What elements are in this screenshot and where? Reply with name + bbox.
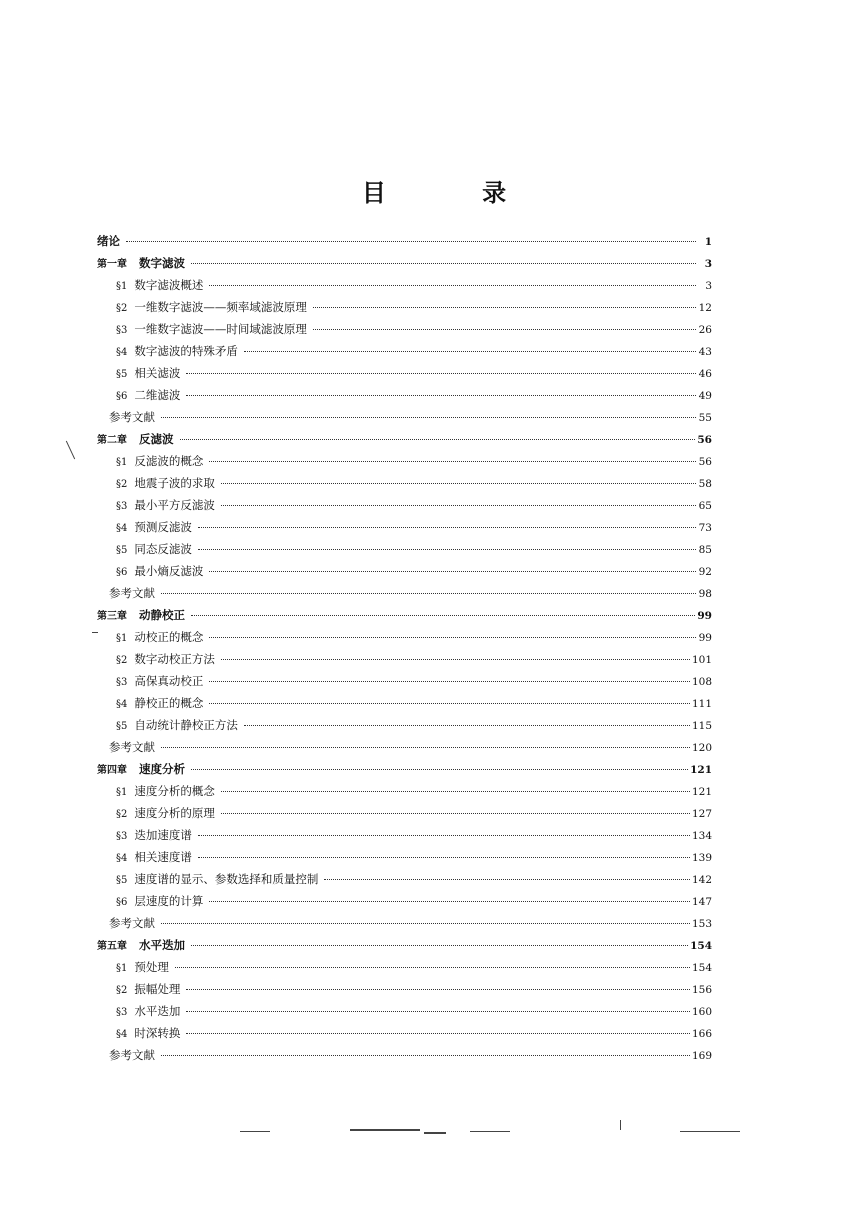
toc-section-row[interactable] [97, 824, 712, 846]
toc-chapter-row[interactable] [97, 934, 712, 956]
page-number: 49 [698, 390, 712, 402]
section-number: §4 [116, 853, 128, 864]
page-number: 139 [691, 852, 712, 864]
toc-entry-title: 参考文献 [109, 586, 155, 600]
dot-leader [209, 461, 696, 462]
page-number: 127 [691, 808, 712, 820]
toc-entry-title: 预处理 [134, 960, 169, 974]
dot-leader [221, 505, 696, 506]
section-number: §1 [116, 787, 128, 798]
dot-leader [209, 571, 696, 572]
dot-leader [209, 901, 690, 902]
toc-section-row[interactable] [97, 472, 712, 494]
section-number: §3 [116, 501, 128, 512]
section-number: §1 [116, 457, 128, 468]
dot-leader [161, 747, 690, 748]
toc-chapter-row[interactable] [97, 758, 712, 780]
page-number: 3 [705, 280, 712, 292]
dot-leader [161, 417, 696, 418]
toc-entry-title: 反滤波的概念 [134, 454, 204, 468]
page-number: 101 [691, 654, 712, 666]
dot-leader [209, 703, 690, 704]
section-number: §6 [116, 897, 128, 908]
page-title: 目 录 [361, 178, 551, 207]
section-number: §6 [116, 567, 128, 578]
toc-ref-row[interactable] [97, 582, 712, 604]
toc-entry-title: 层速度的计算 [134, 894, 204, 908]
toc-entry-title: 动校正的概念 [134, 630, 204, 644]
section-number: §2 [116, 809, 128, 820]
toc-entry-title: 振幅处理 [134, 982, 181, 996]
toc-section-row[interactable] [97, 274, 712, 296]
page-number: 154 [691, 962, 712, 974]
toc-entry-title: 二维滤波 [134, 388, 181, 402]
toc-section-row[interactable] [97, 780, 712, 802]
toc-section-row[interactable] [97, 846, 712, 868]
chapter-number: 第四章 [97, 765, 127, 776]
toc-section-row[interactable] [97, 1022, 712, 1044]
section-number: §5 [116, 721, 128, 732]
dot-leader [186, 373, 696, 374]
dot-leader [244, 725, 690, 726]
page-number: 160 [691, 1006, 712, 1018]
page-number: 98 [698, 588, 712, 600]
dot-leader [198, 527, 696, 528]
page-number: 56 [698, 456, 712, 468]
toc-section-row[interactable] [97, 1000, 712, 1022]
chapter-number: 第五章 [97, 941, 127, 952]
section-number: §4 [116, 1029, 128, 1040]
page-number: 92 [698, 566, 712, 578]
page-number: 111 [691, 698, 712, 710]
toc-section-row[interactable] [97, 516, 712, 538]
dot-leader [198, 857, 690, 858]
dot-leader [313, 329, 696, 330]
toc-section-row[interactable] [97, 538, 712, 560]
page-number: 58 [698, 478, 712, 490]
toc-entry-title: 相关速度谱 [134, 850, 192, 864]
toc-preface-row[interactable] [97, 230, 712, 252]
page-number: 108 [691, 676, 712, 688]
chapter-number: 第一章 [97, 259, 127, 270]
page-number: 147 [691, 896, 712, 908]
toc-entry-title: 速度分析的概念 [134, 784, 215, 798]
toc-entry-title: 高保真动校正 [134, 674, 204, 688]
toc-entry-title: 相关滤波 [134, 366, 181, 380]
toc-chapter-row[interactable] [97, 428, 712, 450]
page-number: 56 [697, 434, 712, 446]
dot-leader [221, 483, 696, 484]
dot-leader [221, 659, 690, 660]
toc-section-row[interactable] [97, 648, 712, 670]
toc-section-row[interactable] [97, 956, 712, 978]
toc-entry-title: 最小熵反滤波 [134, 564, 204, 578]
section-number: §3 [116, 325, 128, 336]
dot-leader [313, 307, 696, 308]
toc-chapter-row[interactable] [97, 252, 712, 274]
section-number: §2 [116, 985, 128, 996]
dot-leader [186, 1011, 690, 1012]
dot-leader [126, 241, 696, 242]
dot-leader [186, 1033, 690, 1034]
dot-leader [191, 945, 688, 946]
toc-ref-row[interactable] [97, 1044, 712, 1066]
chapter-number: 第二章 [97, 435, 127, 446]
dot-leader [209, 681, 690, 682]
toc-entry-title: 速度分析 [139, 762, 185, 776]
dot-leader [161, 923, 690, 924]
page-number: 121 [690, 764, 712, 776]
dot-leader [175, 967, 690, 968]
page-number: 55 [698, 412, 712, 424]
page-number: 65 [698, 500, 712, 512]
page-number: 99 [697, 610, 712, 622]
page-number: 142 [691, 874, 712, 886]
page-number: 153 [691, 918, 712, 930]
page-number: 1 [704, 236, 712, 248]
page-number: 134 [691, 830, 712, 842]
toc-section-row[interactable] [97, 340, 712, 362]
toc-entry-title: 同态反滤波 [134, 542, 192, 556]
toc-section-row[interactable] [97, 714, 712, 736]
toc-section-row[interactable] [97, 978, 712, 1000]
page-number: 121 [691, 786, 712, 798]
toc-section-row[interactable] [97, 626, 712, 648]
toc-entry-title: 参考文献 [109, 410, 155, 424]
toc-entry-title: 迭加速度谱 [134, 828, 192, 842]
toc-section-row[interactable] [97, 692, 712, 714]
dot-leader [244, 351, 696, 352]
toc-ref-row[interactable] [97, 912, 712, 934]
toc-section-row[interactable] [97, 296, 712, 318]
section-number: §4 [116, 347, 128, 358]
toc-entry-title: 预测反滤波 [134, 520, 192, 534]
toc-section-row[interactable] [97, 868, 712, 890]
toc-entry-title: 一维数字滤波——频率域滤波原理 [134, 300, 307, 314]
page-number: 156 [691, 984, 712, 996]
section-number: §4 [116, 523, 128, 534]
toc-entry-title: 参考文献 [109, 740, 155, 754]
toc-entry-title: 自动统计静校正方法 [134, 718, 238, 732]
toc-section-row[interactable] [97, 494, 712, 516]
toc-entry-title: 水平迭加 [139, 938, 185, 952]
toc-entry-title: 速度分析的原理 [134, 806, 215, 820]
toc-section-row[interactable] [97, 362, 712, 384]
toc-entry-title: 参考文献 [109, 1048, 155, 1062]
toc-chapter-row[interactable] [97, 604, 712, 626]
dot-leader [198, 549, 696, 550]
toc-entry-title: 绪论 [97, 234, 120, 248]
dot-leader [221, 791, 690, 792]
page-number: 3 [704, 258, 712, 270]
toc-entry-title: 动静校正 [139, 608, 185, 622]
dot-leader [191, 263, 696, 264]
toc-entry-title: 参考文献 [109, 916, 155, 930]
toc-section-row[interactable] [97, 450, 712, 472]
toc-entry-title: 数字滤波概述 [134, 278, 204, 292]
dot-leader [161, 1055, 690, 1056]
page-number: 46 [698, 368, 712, 380]
page-number: 26 [698, 324, 712, 336]
section-number: §3 [116, 677, 128, 688]
toc-entry-title: 速度谱的显示、参数选择和质量控制 [134, 872, 319, 886]
toc-entry-title: 数字滤波的特殊矛盾 [134, 344, 238, 358]
dot-leader [191, 769, 688, 770]
dot-leader [209, 637, 696, 638]
section-number: §6 [116, 391, 128, 402]
toc-entry-title: 一维数字滤波——时间域滤波原理 [134, 322, 307, 336]
section-number: §2 [116, 479, 128, 490]
section-number: §1 [116, 281, 128, 292]
toc-entry-title: 数字滤波 [139, 256, 185, 270]
section-number: §5 [116, 369, 128, 380]
page-number: 120 [691, 742, 712, 754]
dot-leader [324, 879, 690, 880]
section-number: §5 [116, 545, 128, 556]
dot-leader [186, 989, 690, 990]
dot-leader [221, 813, 690, 814]
page-number: 169 [691, 1050, 712, 1062]
toc-section-row[interactable] [97, 802, 712, 824]
page-number: 73 [698, 522, 712, 534]
section-number: §3 [116, 1007, 128, 1018]
chapter-number: 第三章 [97, 611, 127, 622]
dot-leader [191, 615, 695, 616]
table-of-contents [97, 230, 712, 1066]
toc-section-row[interactable] [97, 318, 712, 340]
toc-entry-title: 水平迭加 [134, 1004, 181, 1018]
dot-leader [198, 835, 690, 836]
dot-leader [180, 439, 696, 440]
dot-leader [161, 593, 696, 594]
page-number: 115 [691, 720, 712, 732]
page-number: 43 [698, 346, 712, 358]
page-number: 12 [698, 302, 712, 314]
dot-leader [209, 285, 696, 286]
section-number: §1 [116, 633, 128, 644]
section-number: §5 [116, 875, 128, 886]
toc-ref-row[interactable] [97, 406, 712, 428]
toc-ref-row[interactable] [97, 736, 712, 758]
page-number: 154 [690, 940, 712, 952]
toc-entry-title: 静校正的概念 [134, 696, 204, 710]
toc-entry-title: 数字动校正方法 [134, 652, 215, 666]
section-number: §4 [116, 699, 128, 710]
section-number: §3 [116, 831, 128, 842]
toc-section-row[interactable] [97, 670, 712, 692]
page-number: 99 [698, 632, 712, 644]
section-number: §2 [116, 655, 128, 666]
toc-entry-title: 时深转换 [134, 1026, 181, 1040]
toc-section-row[interactable] [97, 384, 712, 406]
toc-section-row[interactable] [97, 560, 712, 582]
toc-entry-title: 地震子波的求取 [134, 476, 215, 490]
section-number: §1 [116, 963, 128, 974]
page-number: 85 [698, 544, 712, 556]
toc-entry-title: 最小平方反滤波 [134, 498, 215, 512]
toc-section-row[interactable] [97, 890, 712, 912]
section-number: §2 [116, 303, 128, 314]
toc-entry-title: 反滤波 [139, 432, 174, 446]
dot-leader [186, 395, 696, 396]
page-number: 166 [691, 1028, 712, 1040]
